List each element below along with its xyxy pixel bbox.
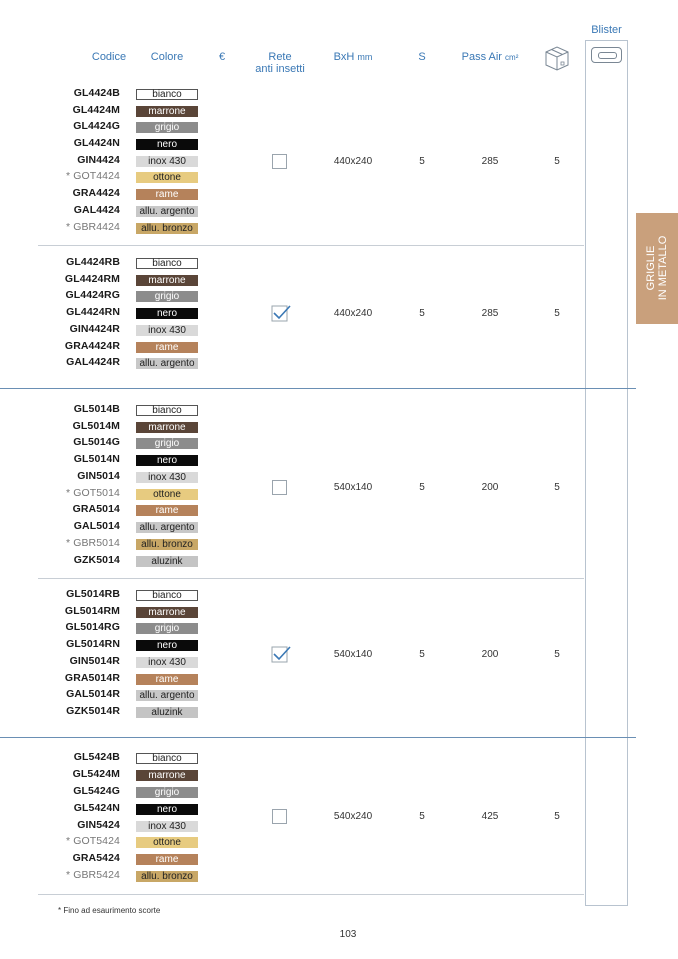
color-swatch: rame: [136, 854, 198, 865]
product-code: GL4424RB: [66, 256, 120, 268]
footnote: * Fino ad esaurimento scorte: [58, 906, 161, 915]
insect-net-checkbox: [272, 154, 287, 169]
header-blister: Blister: [591, 24, 622, 36]
header-bxh: [323, 51, 383, 63]
box-qty-value: 5: [554, 308, 560, 319]
color-swatch: allu. argento: [136, 522, 198, 533]
header-pass-air-label: Pass Air: [461, 51, 502, 63]
header-s: S: [418, 51, 426, 63]
box-qty-value: 5: [554, 156, 560, 167]
product-code: GAL5014R: [66, 688, 120, 700]
color-swatch: grigio: [136, 623, 198, 634]
color-swatch: nero: [136, 804, 198, 815]
s-value: 5: [419, 308, 425, 319]
product-code: * GBR5014: [65, 537, 120, 549]
s-value: 5: [419, 649, 425, 660]
insect-net-checked-icon: [270, 644, 292, 664]
product-code: GL5014N: [73, 453, 120, 465]
color-swatch: marrone: [136, 607, 198, 618]
product-code: GIN5014R: [69, 655, 120, 667]
color-swatch: rame: [136, 342, 198, 353]
product-code: GIN4424: [77, 154, 120, 166]
bxh-value: 540x140: [333, 482, 373, 493]
pass-air-value: 200: [481, 649, 499, 660]
product-code: GL5014RN: [66, 638, 120, 650]
product-code: GL5424M: [72, 768, 120, 780]
color-swatch: grigio: [136, 787, 198, 798]
box-icon: [543, 44, 571, 72]
color-swatch: ottone: [136, 489, 198, 500]
product-code: GIN5014: [77, 470, 120, 482]
product-code: GL4424B: [73, 87, 120, 99]
product-code: GIN4424R: [69, 323, 120, 335]
header-codice: Codice: [91, 51, 127, 63]
product-code: GL5424G: [73, 785, 120, 797]
section-tab-line1: GRIGLIE: [645, 245, 657, 291]
header-rete-line2: anti insetti: [255, 63, 305, 75]
group-separator: [38, 245, 584, 246]
header-colore: Colore: [150, 51, 184, 63]
product-code: GL5014RM: [64, 605, 120, 617]
product-code: GRA5014R: [64, 672, 120, 684]
product-code: GAL4424R: [66, 356, 120, 368]
s-value: 5: [419, 482, 425, 493]
box-qty-value: 5: [554, 482, 560, 493]
page-number: 103: [339, 929, 357, 940]
color-swatch: bianco: [136, 590, 198, 601]
color-swatch: allu. bronzo: [136, 871, 198, 882]
pass-air-value: 285: [481, 156, 499, 167]
insect-net-checked-icon: [270, 303, 292, 323]
product-code: GRA4424: [72, 187, 120, 199]
product-code: GRA5424: [72, 852, 120, 864]
product-code: GZK5014: [73, 554, 120, 566]
product-code: * GBR4424: [65, 221, 120, 233]
product-code: GAL4424: [73, 204, 120, 216]
pass-air-value: 425: [481, 811, 499, 822]
color-swatch: grigio: [136, 291, 198, 302]
product-code: GL5014B: [73, 403, 120, 415]
color-swatch: bianco: [136, 753, 198, 764]
bxh-value: 540x140: [333, 649, 373, 660]
color-swatch: nero: [136, 139, 198, 150]
header-rete: [245, 51, 315, 75]
color-swatch: inox 430: [136, 821, 198, 832]
color-swatch: allu. bronzo: [136, 539, 198, 550]
pass-air-value: 285: [481, 308, 499, 319]
header-bxh-unit: mm: [357, 52, 373, 62]
color-swatch: marrone: [136, 422, 198, 433]
color-swatch: nero: [136, 640, 198, 651]
product-code: GL5424N: [73, 802, 120, 814]
color-swatch: marrone: [136, 275, 198, 286]
s-value: 5: [419, 811, 425, 822]
section-tab-label: [645, 213, 669, 323]
color-swatch: bianco: [136, 89, 198, 100]
product-code: GL4424M: [72, 104, 120, 116]
product-code: * GOT5014: [65, 487, 120, 499]
bxh-value: 540x240: [333, 811, 373, 822]
product-code: GL4424N: [73, 137, 120, 149]
color-swatch: bianco: [136, 405, 198, 416]
color-swatch: allu. bronzo: [136, 223, 198, 234]
product-code: GIN5424: [77, 819, 120, 831]
pass-air-value: 200: [481, 482, 499, 493]
color-swatch: rame: [136, 189, 198, 200]
color-swatch: allu. argento: [136, 358, 198, 369]
group-separator: [0, 388, 636, 389]
product-code: GL5014G: [73, 436, 120, 448]
group-separator: [38, 578, 584, 579]
blister-hanger-icon: [591, 47, 622, 63]
header-pass-air-unit: cm²: [505, 53, 519, 62]
color-swatch: allu. argento: [136, 690, 198, 701]
group-separator: [0, 737, 636, 738]
color-swatch: aluzink: [136, 707, 198, 718]
product-code: GZK5014R: [66, 705, 120, 717]
bxh-value: 440x240: [333, 156, 373, 167]
color-swatch: grigio: [136, 122, 198, 133]
s-value: 5: [419, 156, 425, 167]
section-tab-line2: IN METALLO: [657, 235, 669, 301]
insect-net-checkbox: [272, 480, 287, 495]
color-swatch: ottone: [136, 837, 198, 848]
header-euro: €: [218, 51, 226, 63]
product-code: GL4424RM: [64, 273, 120, 285]
color-swatch: inox 430: [136, 156, 198, 167]
box-qty-value: 5: [554, 811, 560, 822]
product-code: GRA4424R: [64, 340, 120, 352]
blister-column: [585, 40, 628, 906]
product-code: * GOT4424: [65, 170, 120, 182]
product-code: GRA5014: [72, 503, 120, 515]
product-code: GL5424B: [73, 751, 120, 763]
product-code: GL5014RB: [66, 588, 120, 600]
product-code: * GOT5424: [65, 835, 120, 847]
header-rete-line1: Rete: [268, 51, 292, 63]
box-qty-value: 5: [554, 649, 560, 660]
color-swatch: allu. argento: [136, 206, 198, 217]
insect-net-checkbox: [272, 809, 287, 824]
product-code: GL5014M: [72, 420, 120, 432]
product-code: GL4424RN: [66, 306, 120, 318]
color-swatch: inox 430: [136, 657, 198, 668]
color-swatch: grigio: [136, 438, 198, 449]
product-code: GL4424G: [73, 120, 120, 132]
color-swatch: aluzink: [136, 556, 198, 567]
header-pass-air: [450, 51, 530, 64]
color-swatch: nero: [136, 455, 198, 466]
product-code: GAL5014: [73, 520, 120, 532]
color-swatch: ottone: [136, 172, 198, 183]
product-code: GL4424RG: [65, 289, 120, 301]
color-swatch: marrone: [136, 106, 198, 117]
color-swatch: nero: [136, 308, 198, 319]
header-bxh-label: BxH: [333, 51, 355, 63]
product-code: GL5014RG: [65, 621, 120, 633]
product-code: * GBR5424: [65, 869, 120, 881]
color-swatch: marrone: [136, 770, 198, 781]
color-swatch: rame: [136, 674, 198, 685]
color-swatch: rame: [136, 505, 198, 516]
color-swatch: inox 430: [136, 472, 198, 483]
color-swatch: bianco: [136, 258, 198, 269]
color-swatch: inox 430: [136, 325, 198, 336]
bxh-value: 440x240: [333, 308, 373, 319]
group-separator: [38, 894, 584, 895]
